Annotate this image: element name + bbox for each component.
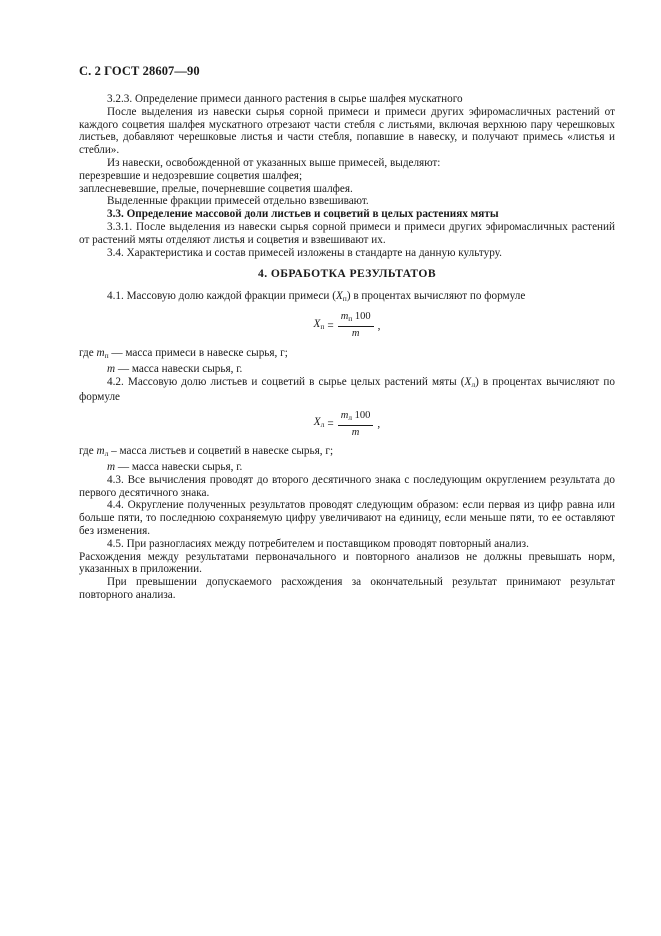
- formula2-denominator: m: [351, 426, 360, 438]
- formula1-denominator: m: [351, 328, 360, 340]
- clause-4-2-text-a: 4.2. Массовую долю листьев и соцветий в сырье целых растений мяты (: [107, 375, 465, 388]
- clause-4-1-text-a: 4.1. Массовую долю каждой фракции примеси (: [107, 290, 336, 303]
- clause-4-4-paragraph: 4.4. Округление полученных результатов проводят следующим образом: если первая из цифр равна или больше пяти, то последнюю сохраняемую цифру увеличивают на единицу, если меньше пяти, то ее оставляют без изменения.: [79, 499, 615, 537]
- formula1-fraction: [338, 311, 374, 340]
- where4-text: — масса навески сырья, г.: [115, 460, 243, 473]
- where-lead-3: где: [79, 445, 97, 458]
- formula1-lhs-var: X: [313, 318, 321, 331]
- clause-4-2-var: X: [464, 375, 472, 388]
- where4-var: m: [107, 460, 116, 473]
- impurity-item-1: перезревшие и недозревшие соцветия шалфея;: [79, 169, 303, 182]
- where1-text: — масса примеси в навеске сырья, г;: [108, 346, 288, 359]
- clause-4-2-var-sub: л: [471, 379, 476, 389]
- clause-4-1-var: X: [335, 290, 343, 303]
- formula2-numerator: [338, 410, 374, 426]
- formula1-num-const: 100: [354, 311, 371, 323]
- formula1-comma: ,: [377, 319, 381, 332]
- formula2-num-var: m: [340, 409, 349, 421]
- clause-3-4-paragraph: 3.4. Характеристика и состав примесей изложены в стандарте на данную культуру.: [107, 246, 502, 259]
- formula2-fraction: [338, 410, 374, 439]
- formula2-equals: =: [327, 417, 334, 430]
- formula2-comma: ,: [377, 417, 381, 430]
- clause-3-2-3-heading: 3.2.3. Определение примеси данного растения в сырье шалфея мускатного: [107, 93, 463, 105]
- formula2-lhs-var: X: [313, 416, 321, 429]
- where1-var: m: [96, 346, 105, 359]
- formula2-num-const: 100: [354, 409, 371, 421]
- where3-text: – масса листьев и соцветий в навеске сырья, г;: [108, 445, 334, 458]
- formula-leaves-fraction: [79, 407, 615, 441]
- formula1-equals: =: [327, 319, 334, 332]
- document-body: [79, 93, 615, 602]
- formula1-lhs-sub: п: [320, 322, 325, 332]
- final-result-paragraph: При превышении допускаемого расхождения за окончательный результат принимают результат повторного анализа.: [79, 576, 615, 601]
- where-lead-1: где: [79, 346, 97, 359]
- where2-var: m: [107, 362, 116, 375]
- clause-4-2-paragraph: [79, 376, 615, 405]
- page-header: С. 2 ГОСТ 28607—90: [79, 64, 200, 78]
- section-4-title: 4. ОБРАБОТКА РЕЗУЛЬТАТОВ: [258, 267, 436, 281]
- where-line-3: [79, 445, 615, 461]
- clause-4-3-paragraph: 4.3. Все вычисления проводят до второго десятичного знака с последующим округлением результата до первого десятичного знака.: [79, 473, 615, 499]
- formula2-lhs: [314, 416, 325, 432]
- clause-3-3-heading: 3.3. Определение массовой доли листьев и соцветий в целых растениях мяты: [107, 208, 499, 221]
- where2-text: — масса навески сырья, г.: [115, 362, 243, 375]
- impurity-item-2: заплесневевшие, прелые, почерневшие соцветия шалфея.: [79, 182, 353, 195]
- clause-4-1-var-sub: п: [342, 294, 347, 304]
- clause-3-3-1-paragraph: 3.3.1. После выделения из навески сырья сорной примеси и примеси других эфиромасличных растений от растений мяты отделяют листья и соцветия и взвешивают их.: [79, 220, 615, 246]
- clause-4-2-text-b: ) в процентах вычисляют по формуле: [79, 375, 615, 404]
- clause-4-1-text-b: ) в процентах вычисляют по формуле: [346, 290, 526, 303]
- discrepancy-paragraph: Расхождения между результатами первоначального и повторного анализов не должны превышать норм, указанных в приложении.: [79, 550, 615, 576]
- where-line-1: [79, 347, 615, 363]
- clause-4-1-paragraph: [79, 290, 615, 306]
- impurity-intro: Из навески, освобожденной от указанных выше примесей, выделяют:: [107, 156, 441, 169]
- clause-4-5-paragraph: 4.5. При разногласиях между потребителем и поставщиком проводят повторный анализ.: [107, 537, 529, 550]
- where1-sub: п: [104, 350, 109, 360]
- formula2-lhs-sub: л: [320, 420, 325, 430]
- formula1-num-sub: п: [348, 314, 353, 324]
- formula2-num-sub: л: [348, 412, 353, 422]
- where-line-2: [79, 363, 615, 376]
- formula1-num-var: m: [340, 311, 349, 323]
- weighing-note: Выделенные фракции примесей отдельно взвешивают.: [107, 195, 369, 208]
- where-line-4: [79, 461, 615, 474]
- formula-impurity-fraction: [79, 309, 615, 343]
- where3-var: m: [96, 445, 105, 458]
- where3-sub: л: [104, 449, 109, 459]
- formula1-lhs: [314, 318, 325, 334]
- formula1-numerator: [338, 311, 374, 327]
- clause-3-2-3-paragraph: После выделения из навески сырья сорной примеси и примеси других эфиромасличных растений от каждого соцветия шалфея мускатного отрезают части стебля с листьями, включая верхнюю пару черешковых листьев, добавляют черешковые листья и части стебля, попавшие в навеску, и получают примесь «листья и стебли».: [79, 105, 615, 157]
